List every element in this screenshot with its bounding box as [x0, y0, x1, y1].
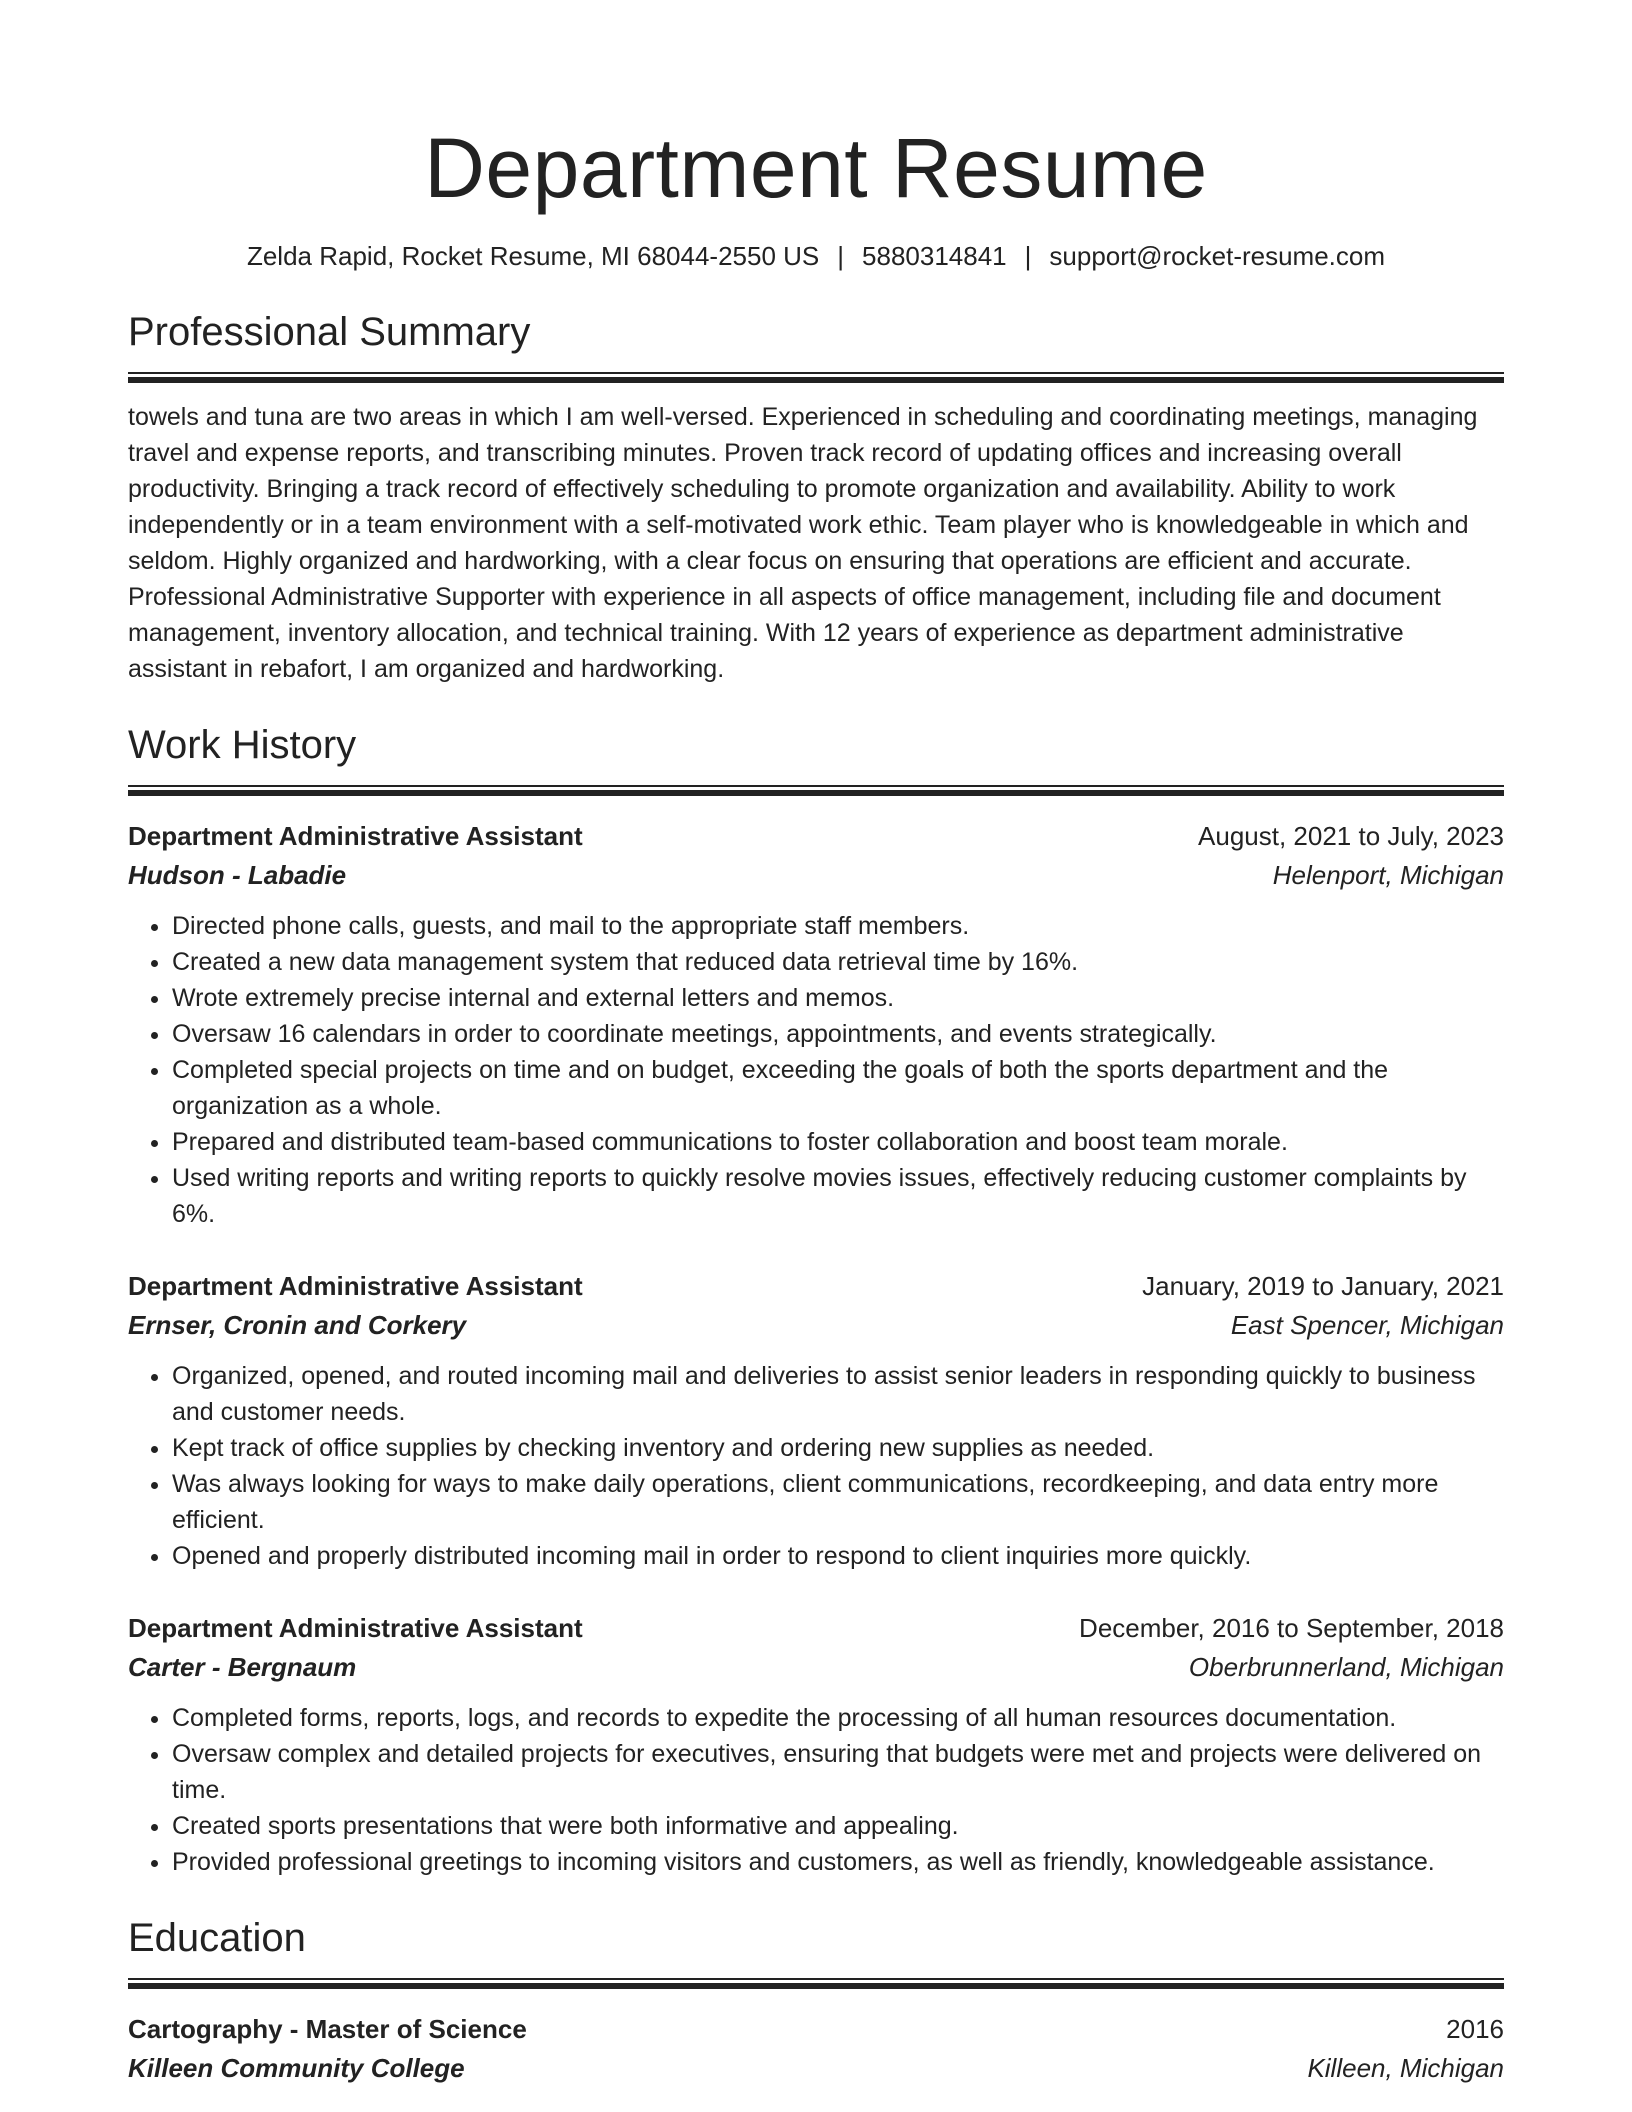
job-dates: August, 2021 to July, 2023: [1198, 821, 1504, 851]
job-bullet: • Opened and properly distributed incoming mail in order to respond to client inquiries more quickly.: [172, 1538, 1504, 1574]
job-title: Department Administrative Assistant: [128, 1613, 583, 1643]
contact-line: [128, 238, 1504, 274]
job-entry: [128, 816, 1504, 1232]
contact-address: Zelda Rapid, Rocket Resume, MI 68044-2550 US: [246, 241, 820, 271]
section-title-work-history: Work History: [128, 723, 357, 767]
job-bullet: • Completed forms, reports, logs, and records to expedite the processing of all human resources documentation.: [172, 1700, 1504, 1736]
contact-separator: |: [837, 241, 845, 271]
resume-name: Department Resume: [424, 121, 1208, 215]
education-degree: Cartography - Master of Science: [128, 2014, 527, 2044]
job-bullet: • Wrote extremely precise internal and external letters and memos.: [172, 980, 1504, 1016]
job-bullet: • Created sports presentations that were both informative and appealing.: [172, 1808, 1504, 1844]
job-bullet: • Prepared and distributed team-based communications to foster collaboration and boost team morale.: [172, 1124, 1504, 1160]
summary-text: towels and tuna are two areas in which I am well-versed. Experienced in scheduling and coordinating meetings, managing travel and expense reports, and transcribing minutes. Proven track record of updating offices and increasing overall productivity. Bringing a track record of effectively scheduling to promote organization and availability. Ability to work independently or in a team environment with a self-motivated work ethic. Team player who is knowledgeable in which and seldom. Highly organized and hardworking, with a clear focus on ensuring that operations are efficient and accurate. Professional Administrative Supporter with experience in all aspects of office management, including file and document management, inventory allocation, and technical training. With 12 years of experience as department administrative assistant in rebafort, I am organized and hardworking.: [128, 403, 1478, 683]
job-bullet: • Was always looking for ways to make daily operations, client communications, recordkeeping, and data entry more efficient.: [172, 1466, 1504, 1538]
job-bullet: • Provided professional greetings to incoming visitors and customers, as well as friendly, knowledgeable assistance.: [172, 1844, 1504, 1880]
job-entry: [128, 1608, 1504, 1880]
job-company: Ernser, Cronin and Corkery: [128, 1310, 467, 1340]
job-bullet: • Created a new data management system that reduced data retrieval time by 16%.: [172, 944, 1504, 980]
job-dates: January, 2019 to January, 2021: [1142, 1271, 1504, 1301]
job-title: Department Administrative Assistant: [128, 1271, 583, 1301]
job-location: Helenport, Michigan: [1272, 860, 1504, 890]
contact-separator: |: [1024, 241, 1032, 271]
section-title-education: Education: [128, 1916, 306, 1960]
job-location: Oberbrunnerland, Michigan: [1188, 1652, 1504, 1682]
job-bullet: • Oversaw complex and detailed projects for executives, ensuring that budgets were met and projects were delivered on time.: [172, 1736, 1504, 1808]
job-bullet: • Organized, opened, and routed incoming mail and deliveries to assist senior leaders in responding quickly to business and customer needs.: [172, 1358, 1504, 1430]
education-entry: [128, 2009, 1504, 2087]
job-bullet: • Kept track of office supplies by checking inventory and ordering new supplies as needed.: [172, 1430, 1504, 1466]
job-bullets: [128, 1700, 1504, 1880]
contact-email: support@rocket-resume.com: [1049, 241, 1386, 271]
section-divider: [128, 1978, 1504, 1989]
job-title: Department Administrative Assistant: [128, 821, 583, 851]
job-bullet: • Directed phone calls, guests, and mail to the appropriate staff members.: [172, 908, 1504, 944]
section-divider: [128, 785, 1504, 796]
job-entry: [128, 1266, 1504, 1574]
education-section: [128, 1914, 1504, 2087]
job-company: Hudson - Labadie: [128, 860, 347, 890]
job-bullet: • Used writing reports and writing reports to quickly resolve movies issues, effectively reducing customer complaints by 6%.: [172, 1160, 1504, 1232]
contact-phone: 5880314841: [862, 241, 1007, 271]
education-location: Killeen, Michigan: [1307, 2053, 1504, 2083]
summary-section: [128, 308, 1504, 687]
job-bullet: • Completed special projects on time and on budget, exceeding the goals of both the sports department and the organization as a whole.: [172, 1052, 1504, 1124]
job-dates: December, 2016 to September, 2018: [1079, 1613, 1504, 1643]
work-history-section: [128, 721, 1504, 1880]
job-bullets: [128, 908, 1504, 1232]
job-location: East Spencer, Michigan: [1230, 1310, 1504, 1340]
section-divider: [128, 372, 1504, 383]
job-company: Carter - Bergnaum: [128, 1652, 357, 1682]
section-title-summary: Professional Summary: [128, 310, 531, 354]
job-bullets: [128, 1358, 1504, 1574]
education-school: Killeen Community College: [128, 2053, 465, 2083]
job-bullet: • Oversaw 16 calendars in order to coordinate meetings, appointments, and events strategically.: [172, 1016, 1504, 1052]
education-year: 2016: [1446, 2014, 1504, 2044]
